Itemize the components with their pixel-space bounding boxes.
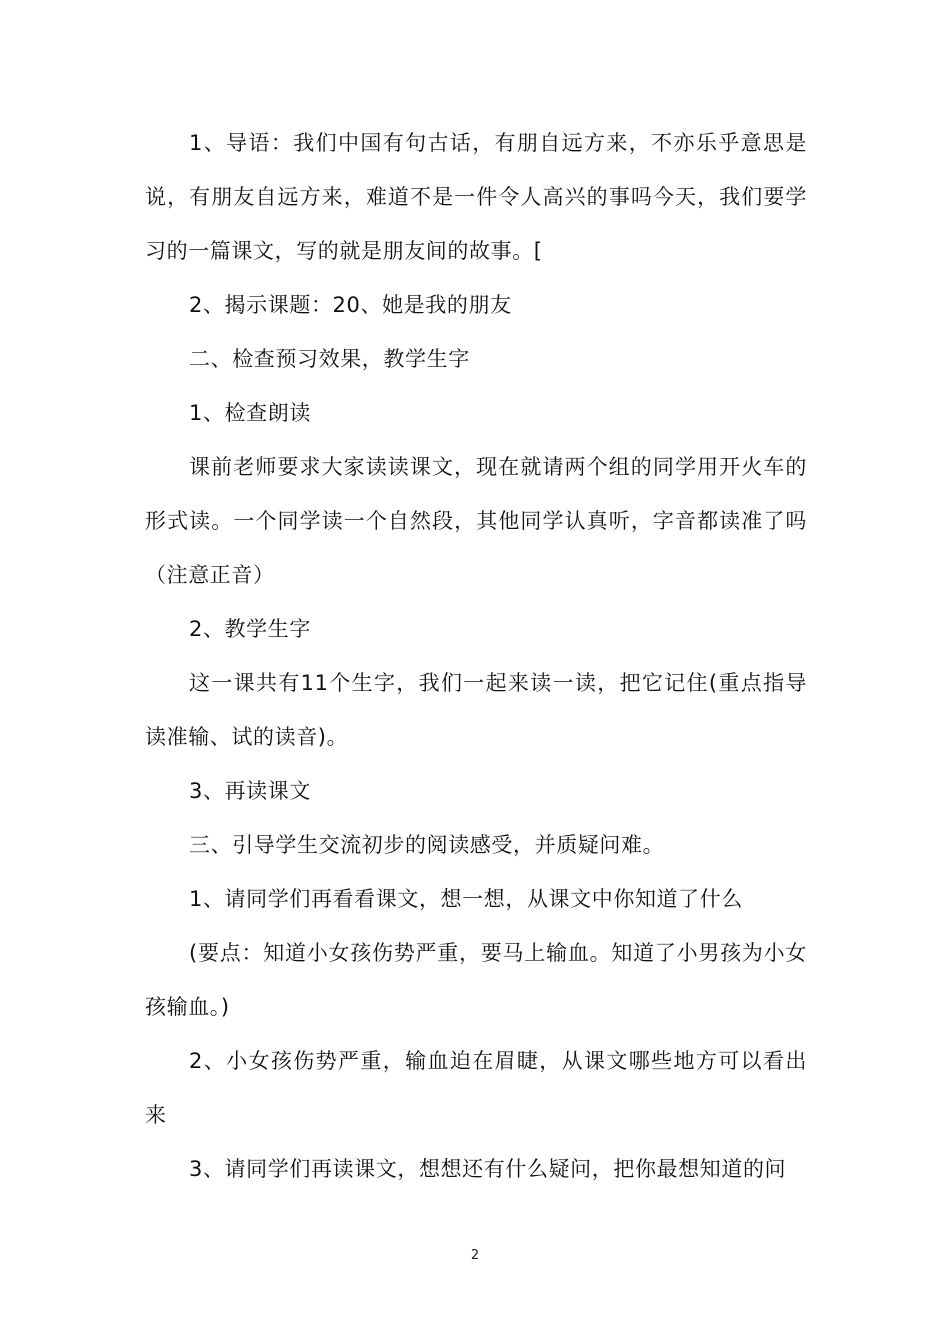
section-heading-discussion: 三、引导学生交流初步的阅读感受，并质疑问难。 <box>189 833 665 857</box>
paragraph-question-3: 3、请同学们再读课文，想想还有什么疑问，把你最想知道的问 <box>189 1157 787 1181</box>
paragraph-characters-detail: 这一课共有11个生字，我们一起来读一读，把它记住(重点指导读准输、试的读音)。 <box>145 671 807 749</box>
paragraph-reading-instructions: 课前老师要求大家读读课文，现在就请两个组的同学用开火车的形式读。一个同学读一个自然段，其他同学认真听，字音都读准了吗（注意正音） <box>145 455 807 587</box>
document-body <box>145 116 807 1196</box>
paragraph-question-2: 2、小女孩伤势严重，输血迫在眉睫，从课文哪些地方可以看出来 <box>145 1049 807 1127</box>
paragraph-key-points: (要点：知道小女孩伤势严重，要马上输血。知道了小男孩为小女孩输血。) <box>145 941 807 1019</box>
paragraph-reread: 3、再读课文 <box>189 779 311 803</box>
paragraph-question-1: 1、请同学们再看看课文，想一想，从课文中你知道了什么 <box>189 887 743 911</box>
page-number: 2 <box>470 1248 480 1263</box>
paragraph-intro: 1、导语：我们中国有句古话，有朋自远方来，不亦乐乎意思是说，有朋友自远方来，难道不是一件令人高兴的事吗今天，我们要学习的一篇课文，写的就是朋友间的故事。[ <box>145 131 807 263</box>
paragraph-teach-characters: 2、教学生字 <box>189 617 311 641</box>
paragraph-check-reading: 1、检查朗读 <box>189 401 311 425</box>
section-heading-check-preview: 二、检查预习效果，教学生字 <box>189 347 470 371</box>
paragraph-lesson-title: 2、揭示课题：20、她是我的朋友 <box>189 293 512 317</box>
